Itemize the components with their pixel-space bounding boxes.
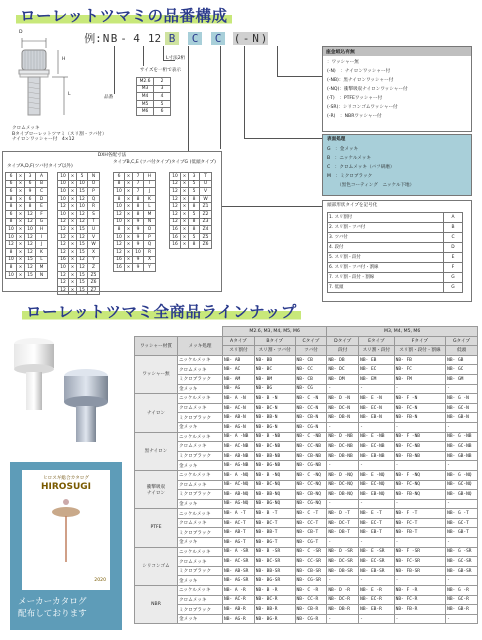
table-row: 7. 低頭 G <box>328 282 463 292</box>
table-row: 金メッキ NB- AG-N NB- BG-N NB- CG-N - - - - <box>135 422 478 432</box>
table-row: 金メッキ NB- AG-R NB- BG-R NB- CG-R - - - - <box>135 614 478 624</box>
table-row: 6 × 12 F <box>6 210 48 218</box>
size-table <box>136 77 171 116</box>
table-row: 12 × 8 M <box>114 210 156 218</box>
table-row: 10 × 8 L <box>114 203 156 211</box>
table-row: 7. スリ割・段付・割線 G <box>328 272 463 282</box>
table-row: 12 × 10 R <box>114 248 156 256</box>
table-row: 12 × 15 Z7 <box>58 286 100 294</box>
catalog-caption: メーカーカタログ 配布しております <box>18 597 87 619</box>
table-row: 10 × 15 L <box>6 256 48 264</box>
dxh-table-c <box>169 172 212 249</box>
table-row: クロムメッキ NB- AC-T NB- BC-T NB- CC-T NB- DC-T NB- EC-T NB- FC-T NB- GC-T <box>135 518 478 528</box>
catalog-brand: HIROSUGI <box>41 481 91 492</box>
table-row: M6 6 <box>137 108 171 116</box>
table-row: 12 × 8 Z3 <box>170 218 212 226</box>
label-length: L寸法2桁 <box>166 56 186 61</box>
code-example: 例:NB - 4 12 B C C ( - N ) <box>84 32 268 45</box>
table-row: 金メッキ NB- AG NB- BG NB- CG - - - - <box>135 384 478 394</box>
table-row: 8 × 8 E <box>6 203 48 211</box>
table-row: 10 × 9 N <box>114 218 156 226</box>
table-row: 16 × 8 Z4 <box>170 226 212 234</box>
table-row: 10 × 12 I <box>6 233 48 241</box>
table-row: 8 × 12 M <box>6 264 48 272</box>
table-row: 金メッキ NB- AG-SR NB- BG-SR NB- CG-SR - - - - <box>135 576 478 586</box>
table-row: NBR ニッケルメッキ NB- A -R NB- B -R NB- C -R NB- D -R NB- E -R NB- F -R NB- G -R <box>135 586 478 596</box>
table-row: 12 × 15 Z5 <box>58 271 100 279</box>
table-row: 12 × 15 Z6 <box>58 279 100 287</box>
table-row: ミクロブラック NB- AB-R NB- BB-R NB- CB-R NB- DB-R NB- EB-R NB- FB-R NB- GB-R <box>135 605 478 615</box>
table-row: ミクロブラック NB- AB-N NB- BB-N NB- CB-N NB- DB-N NB- EB-N NB- FB-N NB- GB-N <box>135 413 478 423</box>
catalog-cover: ヒロスギ総合カタログ HIROSUGI 2020 <box>22 470 110 590</box>
section1-title: ローレットツマミの品番構成 <box>16 4 232 26</box>
table-row: 12 × 8 Z1 <box>170 203 212 211</box>
table-row: 10 × 12 Q <box>58 195 100 203</box>
table-row: 10 × 15 N <box>6 271 48 279</box>
table-row: 金メッキ NB- AG-NQ NB- BG-NQ NB- CG-NQ - - - - <box>135 499 478 509</box>
table-row: 10 × 10 O <box>58 180 100 188</box>
table-row: 12 × 9 Q <box>114 241 156 249</box>
lineup-table: M2.6, M3, M4, M5, M6 M3, M4, M5, M6 ワッシャー材質 メッキ処理 Aタイプ Bタイプ Cタイプ Dタイプ Eタイプ Fタイプ Gタイプ スリ割付 スリ割・ツバ付 ツバ付 段付 スリ割・段付 スリ割・段付・割線 低頭 ワッシャー無 ニッケルメッキ NB- AB NB- BB NB- CB NB- DB NB- EB NB- FB NB- GB クロムメッキ NB- AC NB- BC NB- CC NB- DC NB- EC NB- FC NB- GC ミクロブラック NB- AM NB- BM NB- CB NB- DM NB- EM NB- FM NB- GM 金メッキ NB- AG NB- BG NB- CG - - - - ナイロン ニッケルメッキ NB- A -N NB- B -N NB- C -N NB- D -N NB- E -N NB- F -N NB- G -N クロムメッキ NB- AC-N NB- BC-N NB- CC-N NB- DC-N NB- EC-N NB- FC-N NB- GC-N ミクロブラック NB- AB-N NB- BB-N NB- CB-N NB- DB-N NB- EB-N NB- FB-N NB- GB-N 金メッキ NB- AG-N NB- BG-N NB- CG-N - - - - 黒ナイロン ニッケルメッキ NB- A -NB NB- B -NB NB- C -NB NB- D -NB NB- E -NB NB- F -NB NB- G -NB クロムメッキ NB- AC-NB NB- BC-NB NB- CC-NB NB- DC-NB NB- EC-NB NB- FC-NB NB- GC-NB ミクロブラック NB- AB-NB NB- BB-NB NB- CB-NB NB- DB-NB NB- EB-NB NB- FB-NB NB- GB-NB 金メッキ NB- AG-NB NB- BG-NB NB- CG-NB - - - - 衝撃吸収 ナイロン ニッケルメッキ NB- A -NQ NB- B -NQ NB- C -NQ NB- D -NQ NB- E -NQ NB- F -NQ NB- G -NQ クロムメッキ NB- AC-NQ NB- BC-NQ NB- CC-NQ NB- DC-NQ NB- EC-NQ NB- FC-NQ NB- GC-NQ ミクロブラック NB- AB-NQ NB- BB-NQ NB- CB-NQ NB- DB-NQ NB- EB-NQ NB- FB-NQ NB- GB-NQ 金メッキ NB- AG-NQ NB- BG-NQ NB- CG-NQ - - - - PTFE ニッケルメッキ NB- A -T NB- B -T NB- C -T NB- D -T NB- E -T NB- F -T NB- G -T クロムメッキ NB- AC-T NB- BC-T NB- CC-T NB- DC-T NB- EC-T NB- FC-T NB- GC-T ミクロブラック NB- AB-T NB- BB-T NB- CB-T NB- DB-T NB- EB-T NB- FB-T NB- GB-T 金メッキ NB- AG-T NB- BG-T NB- CG-T - - - - シリコンゴム ニッケルメッキ NB- A -SR NB- B -SR NB- C -SR NB- D -SR NB- E -SR NB- F -SR NB- G -SR クロムメッキ NB- AC-SR NB- BC-SR NB- CC-SR NB- DC-SR NB- EC-SR NB- FC-SR NB- GC-SR ミクロブラック NB- AB-SR NB- BB-SR NB- CB-SR NB- DB-SR NB- EB-SR NB- FB-SR NB- GB-SR 金メッキ NB- AG-SR NB- BG-SR NB- CG-SR - - - - NBR ニッケルメッキ NB- A -R NB- B -R NB- C -R NB- D -R NB- E -R NB- F -R NB- G -R クロムメッキ NB- AC-R NB- BC-R NB- CC-R NB- DC-R NB- EC-R NB- FC-R NB- GC-R ミクロブラック NB- AB-R NB- BB-R NB- CB-R NB- DB-R NB- EB-R NB- FB-R NB- GB-R 金メッキ NB- AG-R NB- BG-R NB- CG-R - - - - <box>134 326 478 624</box>
table-row: ミクロブラック NB- AB-SR NB- BB-SR NB- CB-SR NB- DB-SR NB- EB-SR NB- FB-SR NB- GB-SR <box>135 566 478 576</box>
dim-d-label: D <box>19 30 23 35</box>
table-row: 6. スリ割・ツバ付・割線 F <box>328 262 463 272</box>
table-row: 衝撃吸収 ナイロン ニッケルメッキ NB- A -NQ NB- B -NQ NB- C -NQ NB- D -NQ NB- E -NQ NB- F -NQ NB- G -NQ <box>135 470 478 480</box>
dxh-table-b <box>113 172 156 272</box>
table-header-row: M2.6, M3, M4, M5, M6 M3, M4, M5, M6 <box>135 327 478 337</box>
table-row: 12 × 15 W <box>58 241 100 249</box>
table-row: ミクロブラック NB- AM NB- BM NB- CB NB- DM NB- EM NB- FM NB- GM <box>135 374 478 384</box>
catalog-panel <box>10 462 122 630</box>
table-row: クロムメッキ NB- AC-SR NB- BC-SR NB- CC-SR NB- DC-SR NB- EC-SR NB- FC-SR NB- GC-SR <box>135 557 478 567</box>
table-row: クロムメッキ NB- AC-NQ NB- BC-NQ NB- CC-NQ NB- DC-NQ NB- EC-NQ NB- FC-NQ NB- GC-NQ <box>135 480 478 490</box>
table-row: 2. スリ割・ツバ付 B <box>328 222 463 232</box>
table-row: 8 × 7 I <box>114 180 156 188</box>
product-caption: クロムメッキ Bタイプローレットツマミ（スリ割・ツバ付） ナイロンワッシャー付 4×12 <box>12 126 107 143</box>
section2-title: ローレットツマミ全商品ラインナップ <box>22 300 301 322</box>
table-row: 10 × 15 P <box>58 188 100 196</box>
table-row: 12 × 5 V <box>170 188 212 196</box>
dancer-illustration <box>22 492 110 572</box>
table-row: M2.6 2 <box>137 78 171 86</box>
table-row: ミクロブラック NB- AB-T NB- BB-T NB- CB-T NB- DB-T NB- EB-T NB- FB-T NB- GB-T <box>135 528 478 538</box>
table-row: ミクロブラック NB- AB-NB NB- BB-NB NB- CB-NB NB- DB-NB NB- EB-NB NB- FB-NB NB- GB-NB <box>135 451 478 461</box>
dxh-table-a <box>5 172 48 279</box>
table-row: 3. ツバ付 C <box>328 232 463 242</box>
product-photo <box>4 336 130 446</box>
washer-box: 座金組込有無 ：ワッシャー無 (-N) ：ナイロンワッシャー付 (-NB)：黒ナイロンワッシャー付 (-NQ)：衝撃吸収ナイロンワッシャー付 (-T) ：PTFEワッシャー付 (-SR)：シリコンゴムワッシャー付 (-R) ：NBRワッシャー付 <box>322 46 472 132</box>
table-row: 4. 段付 D <box>328 242 463 252</box>
table-row: 16 × 8 Z6 <box>170 241 212 249</box>
table-row: 12 × 5 Z2 <box>170 210 212 218</box>
knob-drawing <box>12 34 74 124</box>
table-row: M5 5 <box>137 100 171 108</box>
table-row: ワッシャー無 ニッケルメッキ NB- AB NB- BB NB- CB NB- DB NB- EB NB- FB NB- GB <box>135 355 478 365</box>
table-row: 6 × 3 A <box>6 173 48 181</box>
table-row: 6 × 6 B <box>6 180 48 188</box>
table-row: 16 × 5 Z5 <box>170 233 212 241</box>
table-row: 6 × 9 C <box>6 188 48 196</box>
table-row: 10 × 12 S <box>58 210 100 218</box>
table-row: 黒ナイロン ニッケルメッキ NB- A -NB NB- B -NB NB- C -NB NB- D -NB NB- E -NB NB- F -NB NB- G -NB <box>135 432 478 442</box>
table-row: ミクロブラック NB- AB-NQ NB- BB-NQ NB- CB-NQ NB- DB-NQ NB- EB-NQ NB- FB-NQ NB- GB-NQ <box>135 490 478 500</box>
table-row: 12 × 12 J <box>6 241 48 249</box>
table-row: 12 × 12 V <box>58 233 100 241</box>
table-row: 6 × 7 H <box>114 173 156 181</box>
dxh-table-a2 <box>57 172 100 295</box>
table-row: 10 × 12 Z <box>58 264 100 272</box>
table-row: ナイロン ニッケルメッキ NB- A -N NB- B -N NB- C -N NB- D -N NB- E -N NB- F -N NB- G -N <box>135 394 478 404</box>
table-row: 10 × 5 N <box>58 173 100 181</box>
table-row: 8 × 12 G <box>6 218 48 226</box>
table-row: 12 × 5 U <box>170 180 212 188</box>
table-row: 16 × 9 Y <box>114 264 156 272</box>
table-row: 金メッキ NB- AG-NB NB- BG-NB NB- CG-NB - - - - <box>135 461 478 471</box>
table-row: 16 × 12 Y <box>58 256 100 264</box>
table-row: 12 × 8 W <box>170 195 212 203</box>
table-row: 8 × 9 O <box>114 226 156 234</box>
table-row: 5. スリ割・段付 E <box>328 252 463 262</box>
table-row: クロムメッキ NB- AC-R NB- BC-R NB- CC-R NB- DC-R NB- EC-R NB- FC-R NB- GC-R <box>135 595 478 605</box>
table-row: 10 × 3 T <box>170 173 212 181</box>
table-row: 12 × 12 T <box>58 218 100 226</box>
table-row: クロムメッキ NB- AC NB- BC NB- CC NB- DC NB- EC NB- FC NB- GC <box>135 365 478 375</box>
table-row: M3 3 <box>137 85 171 93</box>
table-row: クロムメッキ NB- AC-N NB- BC-N NB- CC-N NB- DC-N NB- EC-N NB- FC-N NB- GC-N <box>135 403 478 413</box>
table-row: 金メッキ NB- AG-T NB- BG-T NB- CG-T - - - - <box>135 538 478 548</box>
table-row: PTFE ニッケルメッキ NB- A -T NB- B -T NB- C -T NB- D -T NB- E -T NB- F -T NB- G -T <box>135 509 478 519</box>
label-size-title: サイズを一桁で表示 <box>140 68 181 73</box>
table-row: 1. スリ割付 A <box>328 212 463 222</box>
table-row: クロムメッキ NB- AC-NB NB- BC-NB NB- CC-NB NB- DC-NB NB- EC-NB NB- FC-NB NB- GC-NB <box>135 442 478 452</box>
table-row: 16 × 9 X <box>114 256 156 264</box>
table-row: 8 × 6 D <box>6 195 48 203</box>
table-row: M4 4 <box>137 93 171 101</box>
table-row: 10 × 9 P <box>114 233 156 241</box>
label-hinban: 品番 <box>104 95 114 100</box>
dim-h-label: H <box>62 57 66 62</box>
table-row: シリコンゴム ニッケルメッキ NB- A -SR NB- B -SR NB- C -SR NB- D -SR NB- E -SR NB- F -SR NB- G -SR <box>135 547 478 557</box>
table-row: 10 × 7 J <box>114 188 156 196</box>
table-row: 12 × 15 U <box>58 226 100 234</box>
table-row: 8 × 12 K <box>6 248 48 256</box>
dim-l-label: L <box>68 92 71 97</box>
table-row: 10 × 10 H <box>6 226 48 234</box>
table-row: 12 × 15 X <box>58 248 100 256</box>
table-row: 8 × 8 K <box>114 195 156 203</box>
shape-box: 頭部形状タイプを記号化 1. スリ割付 A 2. スリ割・ツバ付 B 3. ツバ付 C 4. 段付 D 5. スリ割・段付 E 6. スリ割・ツバ付・割線 F 7. スリ割・段付・割線 G 7. 低頭 G <box>322 200 472 302</box>
surface-box: 表面処理 G ：金メッキ B ：ニッケルメッキ C ：クロムメッキ（バフ研磨） M ：ミクロブラック （黒色コーティング ニッケル下地） <box>322 134 472 196</box>
table-row: 12 × 10 R <box>58 203 100 211</box>
dxh-box: DXH各配寸法 タイプA,D,F(ツバ付タイプ以外) タイプB,C,E (ツバ付タイプ) タイプG (低頭タイプ) 6 × 3 A 6 × 6 B 6 × 9 C 8 × 6 D 8 × 8 E 6 × 12 F 8 × 12 G 10 × 10 H 10 × 12 I 12 × 12 J 8 × 12 K 10 × 15 L 8 × 12 M 10 × 15 N 10 × 5 N 10 × 10 O 10 × 15 P 10 × 12 Q 12 × 10 R 10 × 12 S 12 × 12 T 12 × 15 U 12 × 12 V 12 × 15 W 12 × 15 X 16 × 12 Y 10 × 12 Z 12 × 15 Z5 12 × 15 Z6 12 × 15 Z7 6 × 7 H 8 × 7 I 10 × 7 J 8 × 8 K 10 × 8 L 12 × 8 M 10 × 9 N 8 × 9 O 10 × 9 P 12 × 9 Q 12 × 10 R 16 × 9 X 16 × 9 Y 10 × 3 T 12 × 5 U 12 × 5 V 12 × 8 W 12 × 8 Z1 12 × 5 Z2 12 × 8 Z3 16 × 8 Z4 16 × 5 Z5 16 × 8 Z6 <box>2 151 222 292</box>
